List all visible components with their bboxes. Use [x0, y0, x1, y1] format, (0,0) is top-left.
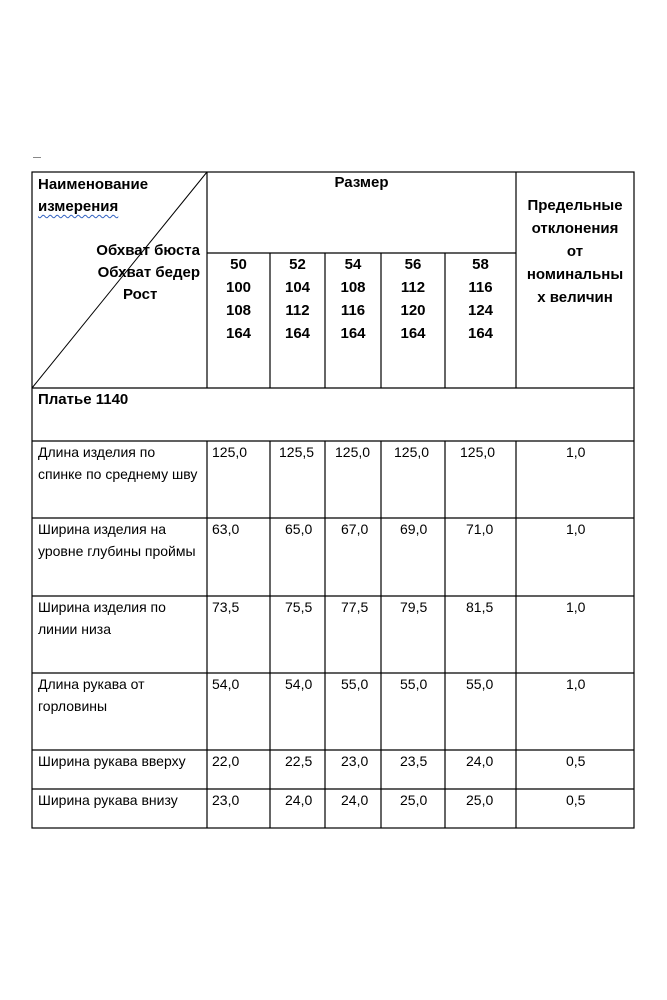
deviation-cell: 0,5 [566, 792, 586, 808]
table-cell: 67,0 [341, 521, 369, 537]
table-cell: 55,0 [466, 676, 494, 692]
table-row-name: Длина изделия по спинке по среднему шву [38, 444, 198, 482]
header-size-title: Размер [334, 174, 389, 191]
header-diagonal-labels: Обхват бюста Обхват бедер [96, 242, 200, 281]
size-column-58: 58 116 124 164 [467, 256, 494, 342]
table-cell: 125,0 [212, 444, 248, 460]
table-cell: 75,5 [285, 599, 313, 615]
table-row-name: Ширина изделия по линии низа [38, 599, 166, 637]
table-cell: 54,0 [212, 676, 240, 692]
table-cell: 22,5 [285, 753, 313, 769]
header-name-label: Наименование измерения [38, 176, 149, 215]
size-column-50: 50 100 108 164 [225, 256, 252, 342]
table-cell: 63,0 [212, 521, 240, 537]
deviation-cell: 1,0 [566, 444, 586, 460]
table-cell: 23,0 [212, 792, 240, 808]
table-cell: 125,0 [394, 444, 430, 460]
header-height-label: Рост [123, 286, 158, 303]
deviation-cell: 0,5 [566, 753, 586, 769]
table-cell: 125,0 [335, 444, 371, 460]
table-cell: 125,5 [279, 444, 315, 460]
table-row-name: Ширина изделия на уровне глубины проймы [38, 521, 196, 559]
table-cell: 25,0 [466, 792, 494, 808]
table-cell: 23,5 [400, 753, 428, 769]
header-deviation-title: Предельные отклонения от номинальны х величин [526, 197, 624, 306]
table-cell: 81,5 [466, 599, 494, 615]
table-cell: 73,5 [212, 599, 240, 615]
size-column-52: 52 104 112 164 [284, 256, 311, 342]
table-cell: 22,0 [212, 753, 240, 769]
table-cell: 55,0 [341, 676, 369, 692]
table-cell: 79,5 [400, 599, 428, 615]
table-cell: 23,0 [341, 753, 369, 769]
deviation-cell: 1,0 [566, 521, 586, 537]
size-column-54: 54 108 116 164 [340, 256, 366, 342]
table-cell: 55,0 [400, 676, 428, 692]
table-cell: 65,0 [285, 521, 313, 537]
deviation-cell: 1,0 [566, 676, 586, 692]
table-cell: 125,0 [460, 444, 496, 460]
table-row-name: Ширина рукава внизу [38, 792, 178, 808]
table-cell: 71,0 [466, 521, 494, 537]
table-row-name: Длина рукава от горловины [38, 676, 145, 714]
table-cell: 77,5 [341, 599, 369, 615]
table-cell: 24,0 [466, 753, 494, 769]
table-row-name: Ширина рукава вверху [38, 753, 186, 769]
section-title: Платье 1140 [38, 391, 129, 408]
deviation-cell: 1,0 [566, 599, 586, 615]
size-column-56: 56 112 120 164 [400, 256, 426, 342]
table-cell: 54,0 [285, 676, 313, 692]
table-cell: 24,0 [341, 792, 369, 808]
table-cell: 24,0 [285, 792, 313, 808]
table-cell: 25,0 [400, 792, 428, 808]
table-cell: 69,0 [400, 521, 428, 537]
